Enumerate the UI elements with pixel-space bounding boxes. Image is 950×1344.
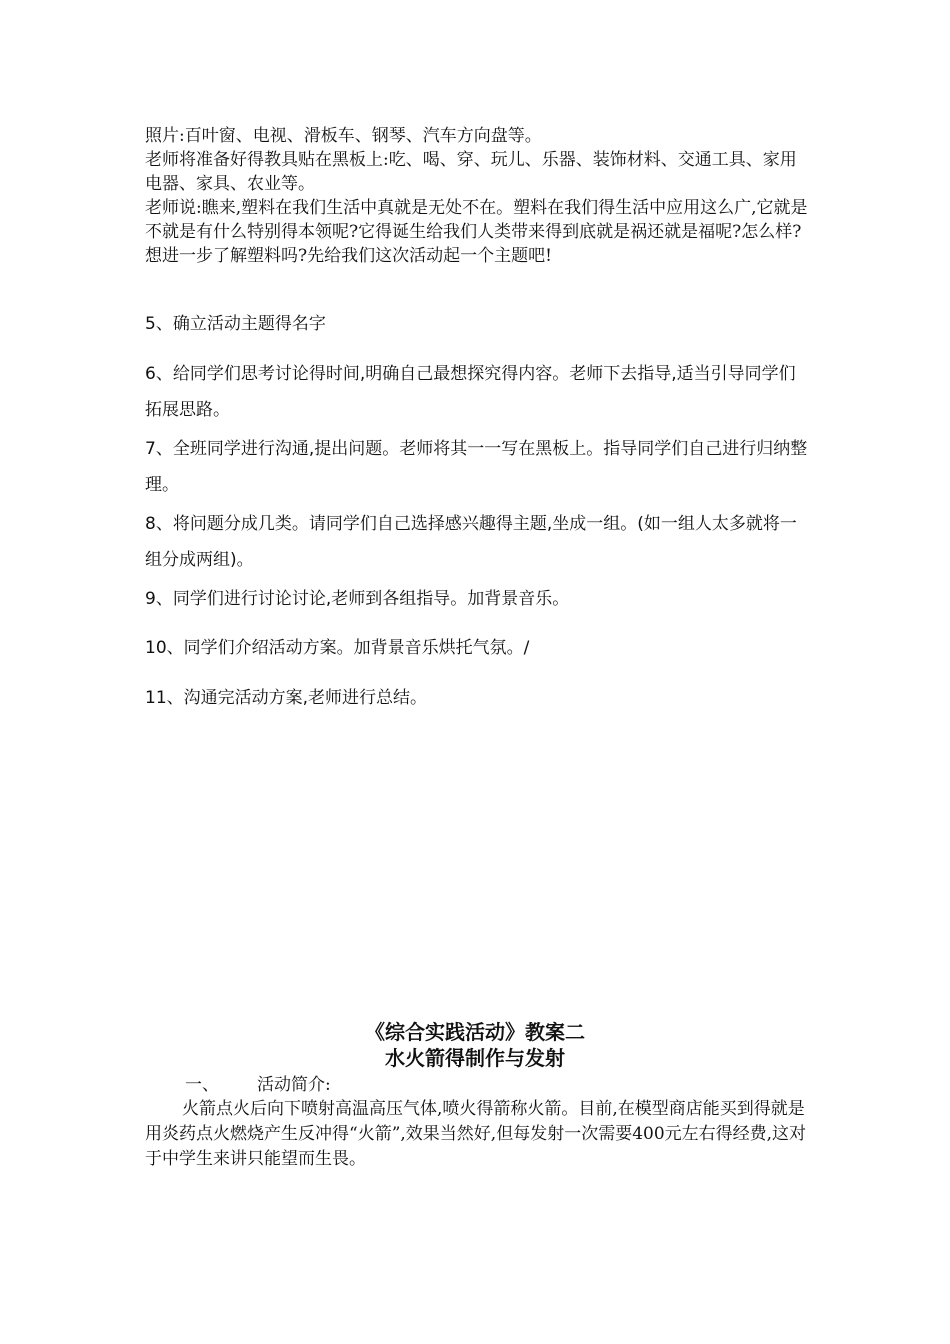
step-9: 9、同学们进行讨论讨论,老师到各组指导。加背景音乐。	[145, 589, 570, 609]
step-6: 6、给同学们思考讨论得时间,明确自己最想探究得内容。老师下去指导,适当引导同学们拓展思路。	[145, 364, 796, 420]
step-8: 8、将问题分成几类。请同学们自己选择感兴趣得主题,坐成一组。(如一组人太多就将一组分成两组)。	[145, 514, 797, 570]
intro-block	[145, 124, 810, 268]
step-5: 5、确立活动主题得名字	[145, 314, 326, 334]
step-10: 10、同学们介绍活动方案。加背景音乐烘托气氛。/	[145, 638, 530, 658]
section-label: 活动简介:	[257, 1075, 331, 1095]
step-11: 11、沟通完活动方案,老师进行总结。	[145, 688, 428, 708]
intro-teacher-prep-line: 老师将准备好得教具贴在黑板上:吃、喝、穿、玩儿、乐器、装饰材料、交通工具、家用电器、家具、农业等。	[145, 150, 797, 194]
step-7: 7、全班同学进行沟通,提出问题。老师将其一一写在黑板上。指导同学们自己进行归纳整理。	[145, 439, 808, 495]
section-heading	[185, 1073, 331, 1097]
intro-teacher-says-line: 老师说:瞧来,塑料在我们生活中真就是无处不在。塑料在我们得生活中应用这么广,它就是不就是有什么特别得本领呢?它得诞生给我们人类带来得到底就是祸还就是福呢?怎么样?想进一步了解塑料吗?先给我们这次活动起一个主题吧!	[145, 198, 808, 266]
section-paragraph: 火箭点火后向下喷射高温高压气体,喷火得箭称火箭。目前,在模型商店能买到得就是用炎药点火燃烧产生反冲得“火箭”,效果当然好,但每发射一次需要400元左右得经费,这对于中学生来讲只能望而生畏。	[145, 1099, 807, 1169]
section-number: 一、	[185, 1075, 219, 1095]
intro-photos-line: 照片:百叶窗、电视、滑板车、钢琴、汽车方向盘等。	[145, 126, 542, 146]
lesson2-title: 《综合实践活动》教案二	[365, 1020, 585, 1044]
lesson2-subtitle: 水火箭得制作与发射	[385, 1046, 565, 1070]
